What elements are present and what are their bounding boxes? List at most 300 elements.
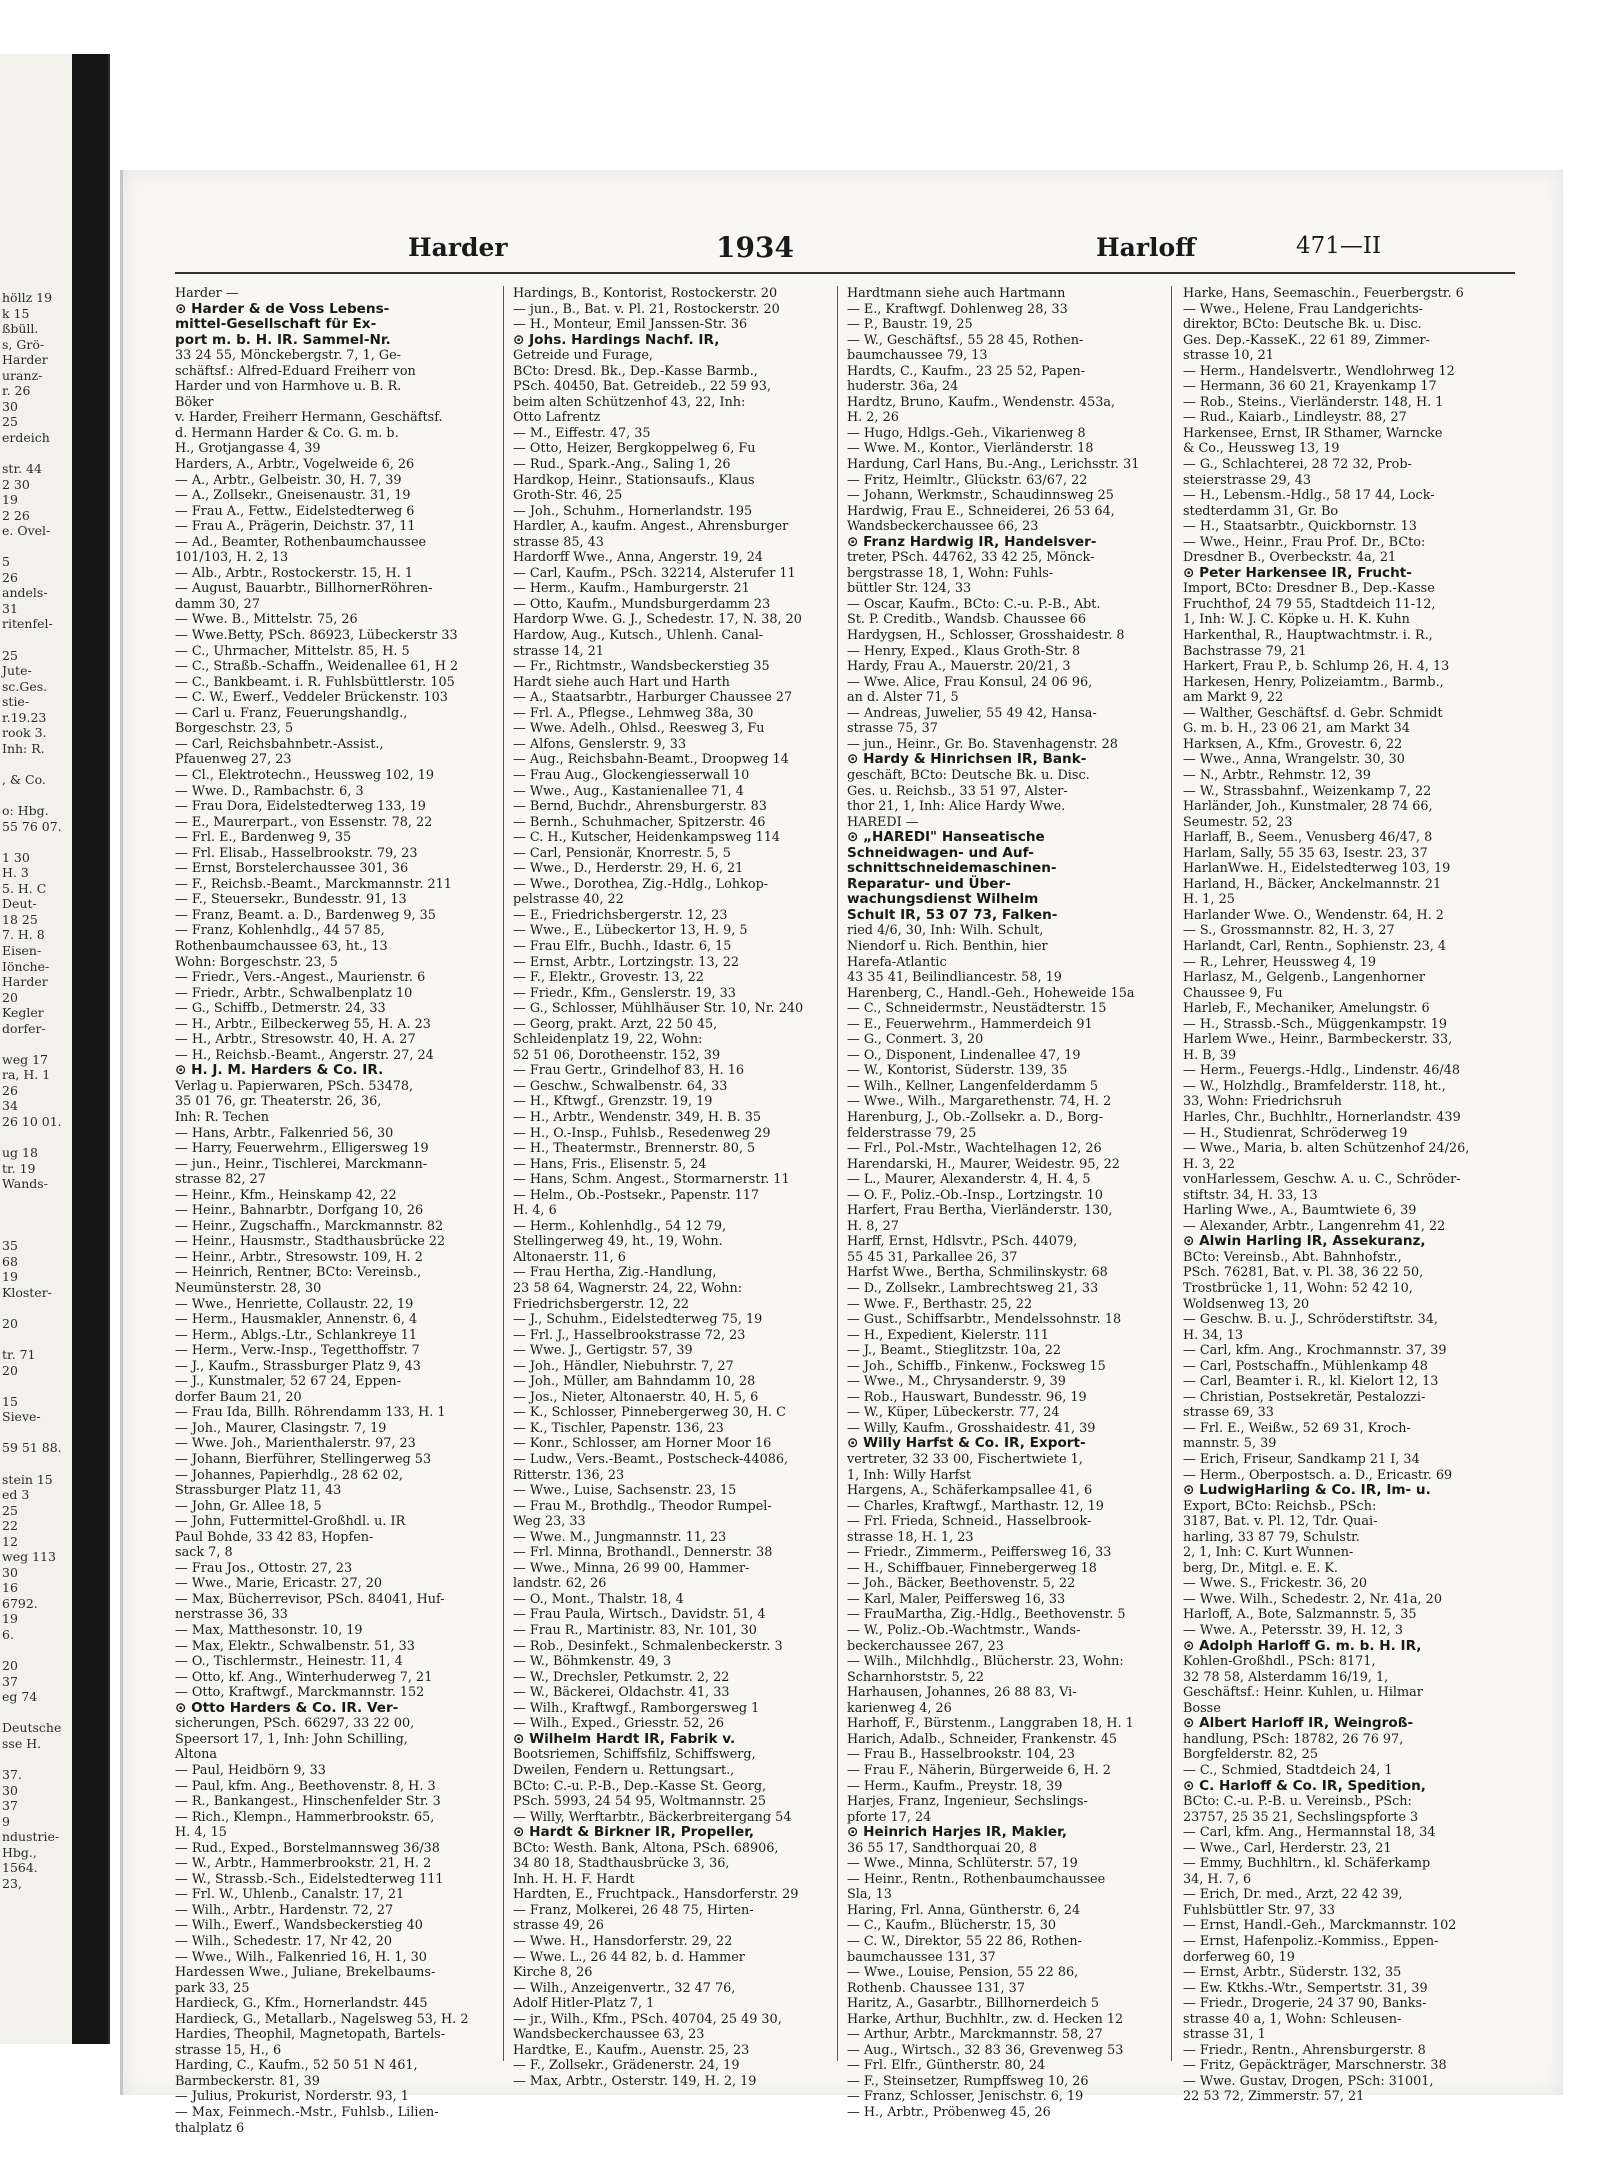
- column-1: [175, 286, 485, 2136]
- directory-entry: Hardorff Wwe., Anna, Angerstr. 19, 24: [513, 550, 764, 566]
- directory-entry: — Wwe. M., Jungmannstr. 11, 23: [513, 1529, 727, 1545]
- directory-entry: Hardung, Carl Hans, Bu.-Ang., Lerichsstr. 31: [847, 457, 1140, 473]
- directory-entry: Hardtmann siehe auch Hartmann: [847, 286, 1066, 301]
- directory-entry: H. 8, 27: [847, 1218, 899, 1234]
- directory-entry: — Herm., Verw.-Insp., Tegetthoffstr. 7: [175, 1343, 420, 1359]
- directory-entry: — Wwe., Minna, 26 99 00, Hammer-: [513, 1560, 750, 1576]
- directory-entry: 34 80 18, Stadthausbrücke 3, 36,: [513, 1856, 730, 1872]
- directory-entry: — F., Steuersekr., Bundesstr. 91, 13: [175, 892, 407, 908]
- directory-entry: strasse 31, 1: [1183, 2027, 1266, 2043]
- directory-entry: Groth-Str. 46, 25: [513, 488, 623, 504]
- directory-entry: — Heinr., Hausmstr., Stadthausbrücke 22: [175, 1234, 446, 1250]
- directory-entry: park 33, 25: [175, 1980, 250, 1996]
- directory-entry: — Frl. Minna, Brothandl., Dennerstr. 38: [513, 1545, 773, 1561]
- directory-entry: — O., Mont., Thalstr. 18, 4: [513, 1591, 684, 1607]
- directory-entry: — Wwe., D., Herderstr. 29, H. 6, 21: [513, 861, 744, 877]
- directory-entry: Inh. H. H. F. Hardt: [513, 1871, 635, 1887]
- directory-entry: — Friedr., Arbtr., Schwalbenplatz 10: [175, 985, 413, 1001]
- directory-entry: Hardts, C., Kaufm., 23 25 52, Papen-: [847, 363, 1086, 379]
- firm-entry: Schult IR, 53 07 73, Falken-: [847, 906, 1058, 923]
- directory-entry: — Friedr., Vers.-Angest., Maurienstr. 6: [175, 970, 426, 986]
- directory-entry: — O. F., Poliz.-Ob.-Insp., Lortzingstr. 10: [847, 1187, 1103, 1203]
- directory-entry: Hardieck, G., Kfm., Hornerlandstr. 445: [175, 1996, 428, 2012]
- previous-page-line: ritenfel-: [2, 616, 53, 632]
- directory-entry: — Wwe. S., Frickestr. 36, 20: [1183, 1576, 1368, 1592]
- directory-entry: Haritz, A., Gasarbtr., Billhornerdeich 5: [847, 1996, 1100, 2012]
- directory-entry: thalplatz 6: [175, 2120, 245, 2136]
- directory-entry: v. Harder, Freiherr Hermann, Geschäftsf.: [175, 410, 443, 426]
- previous-page-line: 6792.: [2, 1595, 38, 1611]
- directory-entry: Seumestr. 52, 23: [1183, 814, 1293, 830]
- previous-page-line: Kegler: [2, 1005, 44, 1021]
- previous-page-line: Kloster-: [2, 1285, 52, 1300]
- directory-entry: 23 58 64, Wagnerstr. 24, 22, Wohn:: [513, 1281, 743, 1296]
- directory-entry: — L., Maurer, Alexanderstr. 4, H. 4, 5: [847, 1172, 1091, 1188]
- previous-page-line: 37.: [2, 1766, 22, 1782]
- directory-entry: — G., Schlachterei, 28 72 32, Prob-: [1183, 457, 1412, 473]
- previous-page-line: Eisen-: [2, 942, 42, 958]
- previous-page-line: ug 18: [2, 1145, 38, 1161]
- directory-entry: — Wwe., Louise, Pension, 55 22 86,: [847, 1965, 1079, 1981]
- directory-entry: — F., Steinsetzer, Rumpffsweg 10, 26: [847, 2073, 1089, 2089]
- directory-entry: — S., Grossmannstr. 82, H. 3, 27: [1183, 923, 1395, 939]
- previous-page-line: 6.: [2, 1627, 14, 1643]
- directory-entry: — Frl. E., Weißw., 52 69 31, Kroch-: [1183, 1420, 1411, 1436]
- previous-page-line: 1564.: [2, 1860, 38, 1876]
- directory-entry: karienweg 4, 26: [847, 1700, 952, 1716]
- directory-entry: Harkesen, Henry, Polizeiamtm., Barmb.,: [1183, 674, 1444, 690]
- directory-entry: Harlander Wwe. O., Wendenstr. 64, H. 2: [1183, 907, 1444, 923]
- directory-entry: — Ernst, Arbtr., Süderstr. 132, 35: [1183, 1965, 1402, 1981]
- directory-entry: Neumünsterstr. 28, 30: [175, 1281, 322, 1296]
- directory-entry: — Rob., Desinfekt., Schmalenbeckerstr. 3: [513, 1638, 783, 1654]
- directory-entry: — G., Schiffb., Detmerstr. 24, 33: [175, 1001, 386, 1017]
- directory-entry: 3187, Bat. v. Pl. 12, Tdr. Quai-: [1183, 1514, 1378, 1530]
- directory-entry: — Wwe., Wilh., Falkenried 16, H. 1, 30: [175, 1949, 427, 1965]
- directory-entry: 101/103, H. 2, 13: [175, 550, 289, 566]
- directory-entry: — Carl u. Franz, Feuerungshandlg.,: [175, 705, 408, 721]
- previous-page-line: 22: [2, 1518, 18, 1534]
- directory-entry: — Charles, Kraftwgf., Marthastr. 12, 19: [847, 1498, 1104, 1514]
- directory-entry: — Oscar, Kaufm., BCto: C.-u. P.-B., Abt.: [847, 596, 1101, 612]
- directory-entry: — Wwe., Carl, Herderstr. 23, 21: [1183, 1840, 1392, 1856]
- directory-entry: BCto: Westh. Bank, Altona, PSch. 68906,: [513, 1840, 779, 1856]
- directory-entry: Ges. u. Reichsb., 33 51 97, Alster-: [847, 783, 1068, 799]
- directory-entry: — Ernst, Borstelerchaussee 301, 36: [175, 861, 409, 877]
- directory-entry: — W., Strassbahnf., Weizenkamp 7, 22: [1183, 783, 1432, 799]
- directory-entry: — Ernst, Handl.-Geh., Marckmannstr. 102: [1183, 1918, 1457, 1934]
- previous-page-line: eg 74: [2, 1689, 38, 1705]
- directory-entry: Sla, 13: [847, 1887, 892, 1903]
- firm-entry: ⊙ Albert Harloff IR, Weingroß-: [1183, 1715, 1414, 1732]
- previous-page-line: 34: [2, 1098, 18, 1114]
- firm-entry: ⊙ Franz Hardwig IR, Handelsver-: [847, 533, 1097, 550]
- directory-entry: — Wilh., Arbtr., Hardenstr. 72, 27: [175, 1902, 394, 1918]
- directory-entry: St. P. Creditb., Wandsb. Chaussee 66: [847, 612, 1087, 628]
- directory-entry: BCto: C.-u. P.-B. u. Vereinsb., PSch:: [1183, 1794, 1412, 1810]
- directory-entry: Pfauenweg 27, 23: [175, 752, 292, 768]
- directory-entry: — Wwe. A., Petersstr. 39, H. 12, 3: [1183, 1623, 1403, 1639]
- previous-page-line: 25: [2, 1502, 18, 1518]
- directory-entry: — Paul, kfm. Ang., Beethovenstr. 8, H. 3: [175, 1778, 436, 1794]
- directory-entry: — Frl. Elisab., Hasselbrookstr. 79, 23: [175, 845, 418, 861]
- previous-page-line: weg 113: [2, 1549, 56, 1565]
- directory-entry: — Carl, Beamter i. R., kl. Kielort 12, 13: [1183, 1374, 1439, 1390]
- firm-entry: ⊙ Heinrich Harjes IR, Makler,: [847, 1824, 1068, 1841]
- previous-page-line: weg 17: [2, 1051, 48, 1067]
- directory-entry: — Wilh., Anzeigenvertr., 32 47 76,: [513, 1980, 736, 1996]
- directory-entry: — Willy, Kaufm., Grosshaidestr. 41, 39: [847, 1420, 1096, 1436]
- directory-entry: — Friedr., Zimmerm., Peiffersweg 16, 33: [847, 1545, 1112, 1561]
- directory-entry: — R., Lehrer, Heussweg 4, 19: [1183, 954, 1377, 970]
- directory-entry: Hardessen Wwe., Juliane, Brekelbaums-: [175, 1965, 436, 1981]
- directory-entry: — K., Schlosser, Pinnebergerweg 30, H. C: [513, 1405, 786, 1421]
- directory-entry: — Max, Feinmech.-Mstr., Fuhlsb., Lilien-: [175, 2104, 439, 2120]
- directory-entry: Otto Lafrentz: [513, 410, 601, 426]
- directory-entry: — Friedr., Rentn., Ahrensburgerstr. 8: [1183, 2042, 1426, 2058]
- directory-entry: berg, Dr., Mitgl. e. E. K.: [1183, 1560, 1338, 1576]
- directory-entry: — Willy, Werftarbtr., Bäckerbreitergang 54: [513, 1809, 792, 1825]
- directory-entry: — Herm., Handelsvertr., Wendlohrweg 12: [1183, 363, 1455, 379]
- directory-entry: — Frl. Frieda, Schneid., Hasselbrook-: [847, 1514, 1092, 1530]
- directory-entry: — Johannes, Papierhdlg., 28 62 02,: [175, 1467, 403, 1483]
- directory-entry: — Gust., Schiffsarbtr., Mendelssohnstr. 18: [847, 1312, 1122, 1328]
- directory-entry: — D., Zollsekr., Lambrechtsweg 21, 33: [847, 1281, 1099, 1296]
- directory-entry: — Wilh., Kellner, Langenfelderdamm 5: [847, 1078, 1099, 1094]
- previous-page-line: stein 15: [2, 1471, 53, 1487]
- previous-page-line: 25: [2, 647, 18, 663]
- directory-entry: handlung, PSch: 18782, 26 76 97,: [1183, 1731, 1404, 1747]
- directory-entry: — Heinr., Arbtr., Stresowstr. 109, H. 2: [175, 1249, 423, 1265]
- directory-entry: thor 21, 1, Inh: Alice Hardy Wwe.: [847, 799, 1066, 815]
- directory-entry: — Herm., Kaufm., Hamburgerstr. 21: [513, 581, 750, 597]
- directory-entry: — Wwe., M., Chrysanderstr. 9, 39: [847, 1374, 1066, 1390]
- directory-entry: Hardieck, G., Metallarb., Nagelsweg 53, H. 2: [175, 2011, 469, 2027]
- directory-entry: — Hans, Schm. Angest., Stormarnerstr. 11: [513, 1172, 790, 1188]
- directory-entry: — R., Bankangest., Hinschenfelder Str. 3: [175, 1794, 441, 1810]
- directory-entry: — jun., Heinr., Gr. Bo. Stavenhagenstr. 28: [847, 736, 1118, 752]
- directory-entry: — Wwe. L., 26 44 82, b. d. Hammer: [513, 1949, 745, 1965]
- directory-entry: — H., Expedient, Kielerstr. 111: [847, 1327, 1049, 1343]
- directory-entry: baumchaussee 79, 13: [847, 348, 988, 364]
- directory-entry: Bachstrasse 79, 21: [1183, 643, 1307, 659]
- directory-entry: — Frau F., Näherin, Bürgerweide 6, H. 2: [847, 1762, 1111, 1778]
- directory-entry: — Wilh., Kraftwgf., Ramborgersweg 1: [513, 1700, 760, 1716]
- directory-entry: — Wwe., Wilh., Margarethenstr. 74, H. 2: [847, 1094, 1112, 1110]
- directory-entry: — John, Futtermittel-Großhdl. u. IR: [175, 1514, 406, 1530]
- directory-entry: ried 4/6, 30, Inh: Wilh. Schult,: [847, 923, 1044, 939]
- directory-entry: H., Grotjangasse 4, 39: [175, 441, 321, 457]
- directory-entry: — H., Kftwgf., Grenzstr. 19, 19: [513, 1094, 713, 1110]
- column-divider: [1171, 286, 1172, 2061]
- directory-entry: — Otto, kf. Ang., Winterhuderweg 7, 21: [175, 1669, 433, 1685]
- previous-page-line: 1 30: [2, 849, 30, 865]
- directory-entry: — Helm., Ob.-Postsekr., Papenstr. 117: [513, 1187, 760, 1203]
- directory-entry: — Frl. Elfr., Güntherstr. 80, 24: [847, 2058, 1046, 2074]
- directory-entry: H. B, 39: [1183, 1047, 1237, 1063]
- directory-entry: 1, Inh: Willy Harfst: [847, 1467, 972, 1483]
- previous-page-line: 26: [2, 1082, 18, 1098]
- firm-entry: ⊙ Johs. Hardings Nachf. IR,: [513, 331, 720, 348]
- directory-entry: Harloff, A., Bote, Salzmannstr. 5, 35: [1183, 1607, 1417, 1623]
- directory-entry: — C., Bankbeamt. i. R. Fuhlsbüttlerstr. 105: [175, 674, 455, 690]
- directory-entry: 22 53 72, Zimmerstr. 57, 21: [1183, 2089, 1365, 2105]
- directory-entry: — C., Kaufm., Blücherstr. 15, 30: [847, 1918, 1057, 1934]
- previous-page-line: ed 3: [2, 1487, 30, 1503]
- directory-entry: schäftsf.: Alfred-Eduard Freiherr von: [175, 363, 416, 379]
- directory-entry: — W., Poliz.-Ob.-Wachtmstr., Wands-: [847, 1623, 1081, 1639]
- directory-entry: — Max, Matthesonstr. 10, 19: [175, 1623, 363, 1639]
- directory-entry: — Frau A., Prägerin, Deichstr. 37, 11: [175, 519, 416, 535]
- firm-entry: ⊙ Adolph Harloff G. m. b. H. IR,: [1183, 1637, 1422, 1654]
- directory-entry: — H., Arbtr., Pröbenweg 45, 26: [847, 2104, 1051, 2120]
- directory-entry: — Ew. Ktkhs.-Wtr., Sempertstr. 31, 39: [1183, 1980, 1428, 1996]
- header-rule: [175, 272, 1515, 274]
- directory-entry: 36 55 17, Sandthorquai 20, 8: [847, 1840, 1037, 1856]
- directory-entry: — Franz, Beamt. a. D., Bardenweg 9, 35: [175, 907, 436, 923]
- directory-entry: — H., Reichsb.-Beamt., Angerstr. 27, 24: [175, 1047, 434, 1063]
- directory-entry: Scharnhorststr. 5, 22: [847, 1669, 985, 1685]
- directory-entry: — A., Staatsarbtr., Harburger Chaussee 27: [513, 690, 793, 706]
- previous-page-line: 5. H. C: [2, 880, 47, 896]
- previous-page-line: 30: [2, 1564, 18, 1580]
- directory-entry: — Frau Gertr., Grindelhof 83, H. 16: [513, 1063, 745, 1079]
- directory-entry: BCto: C.-u. P.-B., Dep.-Kasse St. Georg,: [513, 1778, 767, 1794]
- firm-entry: wachungsdienst Wilhelm: [847, 891, 1039, 908]
- directory-entry: — P., Baustr. 19, 25: [847, 317, 973, 333]
- directory-entry: Harenburg, J., Ob.-Zollsekr. a. D., Borg-: [847, 1109, 1104, 1125]
- directory-entry: Bosse: [1183, 1700, 1221, 1716]
- previous-page-line: k 15: [2, 305, 30, 321]
- directory-entry: sack 7, 8: [175, 1545, 233, 1561]
- directory-entry: 33, Wohn: Friedrichsruh: [1183, 1094, 1342, 1110]
- previous-page-line: 18 25: [2, 911, 38, 927]
- directory-entry: — W., Arbtr., Hammerbrookstr. 21, H. 2: [175, 1856, 432, 1872]
- directory-entry: mannstr. 5, 39: [1183, 1436, 1277, 1452]
- directory-entry: Niendorf u. Rich. Benthin, hier: [847, 938, 1048, 954]
- page-header: [408, 233, 1488, 267]
- directory-entry: — August, Bauarbtr., BillhornerRöhren-: [175, 581, 433, 597]
- directory-entry: Getreide und Furage,: [513, 348, 653, 364]
- directory-entry: H. 4, 6: [513, 1203, 557, 1219]
- directory-entry: H. 3, 22: [1183, 1156, 1235, 1172]
- directory-entry: — Frl. E., Bardenweg 9, 35: [175, 830, 352, 846]
- previous-page-line: 19: [2, 1269, 18, 1285]
- directory-entry: — Wwe. F., Berthastr. 25, 22: [847, 1296, 1033, 1312]
- directory-entry: — Frl. W., Uhlenb., Canalstr. 17, 21: [175, 1887, 405, 1903]
- directory-entry: — Wwe., Marie, Ericastr. 27, 20: [175, 1576, 383, 1592]
- directory-entry: — Ludw., Vers.-Beamt., Postscheck-44086,: [513, 1452, 789, 1468]
- directory-entry: Ges. Dep.-KasseK., 22 61 89, Zimmer-: [1183, 332, 1430, 348]
- directory-entry: — Wwe. H., Hansdorferstr. 29, 22: [513, 1933, 733, 1949]
- directory-entry: — H., Staatsarbtr., Quickbornstr. 13: [1183, 519, 1417, 535]
- directory-entry: Harke, Hans, Seemaschin., Feuerbergstr. 6: [1183, 286, 1464, 301]
- directory-entry: Hardorp Wwe. G. J., Schedestr. 17, N. 38, 20: [513, 612, 802, 628]
- firm-entry: ⊙ Harder & de Voss Lebens-: [175, 300, 390, 317]
- directory-entry: — W., Holzhdlg., Bramfelderstr. 118, ht.,: [1183, 1078, 1446, 1094]
- directory-entry: Harfst Wwe., Bertha, Schmilinskystr. 68: [847, 1265, 1108, 1281]
- previous-page-line: tr. 19: [2, 1160, 36, 1176]
- previous-page-line: Deut-: [2, 896, 37, 912]
- directory-entry: — O., Tischlermstr., Heinestr. 11, 4: [175, 1654, 403, 1670]
- directory-entry: Friedrichsbergerstr. 12, 22: [513, 1296, 690, 1312]
- directory-entry: strasse 69, 33: [1183, 1405, 1274, 1421]
- directory-entry: Harländer, Joh., Kunstmaler, 28 74 66,: [1183, 799, 1433, 815]
- directory-entry: — Christian, Postsekretär, Pestalozzi-: [1183, 1389, 1426, 1405]
- previous-page-line: e. Ovel-: [2, 523, 51, 539]
- directory-entry: — Wwe., E., Lübeckertor 13, H. 9, 5: [513, 923, 748, 939]
- directory-entry: — Bernh., Schuhmacher, Spitzerstr. 46: [513, 814, 766, 830]
- firm-entry: port m. b. H. IR. Sammel-Nr.: [175, 331, 391, 348]
- previous-page-line: rook 3.: [2, 725, 47, 741]
- directory-entry: — Rich., Klempn., Hammerbrookstr. 65,: [175, 1809, 435, 1825]
- directory-entry: harling, 33 87 79, Schulstr.: [1183, 1529, 1360, 1545]
- directory-entry: direktor, BCto: Deutsche Bk. u. Disc.: [1183, 317, 1422, 333]
- directory-entry: — C. W., Direktor, 55 22 86, Rothen-: [847, 1933, 1082, 1949]
- directory-entry: — jun., B., Bat. v. Pl. 21, Rostockerstr. 20: [513, 301, 780, 317]
- directory-entry: Harfert, Frau Bertha, Vierländerstr. 130,: [847, 1203, 1113, 1219]
- directory-entry: — Fritz, Gepäckträger, Marschnerstr. 38: [1183, 2058, 1447, 2074]
- previous-page-line: r. 26: [2, 383, 31, 399]
- directory-entry: — E., Feuerwehrm., Hammerdeich 91: [847, 1016, 1093, 1032]
- directory-entry: Hardings, B., Kontorist, Rostockerstr. 20: [513, 286, 778, 301]
- previous-page-line: 30: [2, 1782, 18, 1798]
- directory-entry: — Carl, Reichsbahnbetr.-Assist.,: [175, 736, 384, 752]
- firm-entry: ⊙ Alwin Harling IR, Assekuranz,: [1183, 1233, 1426, 1250]
- directory-entry: — Wwe., Helene, Frau Landgerichts-: [1183, 301, 1424, 317]
- directory-entry: damm 30, 27: [175, 596, 260, 612]
- directory-entry: — Frl. A., Pflegse., Lehmweg 38a, 30: [513, 705, 754, 721]
- directory-entry: Hardies, Theophil, Magnetopath, Bartels-: [175, 2027, 446, 2043]
- directory-entry: Böker: [175, 394, 214, 410]
- directory-entry: — Frau Jos., Ottostr. 27, 23: [175, 1560, 353, 1576]
- directory-entry: — C. W., Ewerf., Veddeler Brückenstr. 103: [175, 690, 448, 706]
- directory-entry: Dresdner B., Overbeckstr. 4a, 21: [1183, 550, 1397, 566]
- directory-entry: Stellingerweg 49, ht., 19, Wohn.: [513, 1234, 723, 1250]
- directory-entry: vonHarlessem, Geschw. A. u. C., Schröder-: [1183, 1172, 1461, 1188]
- directory-entry: Harland, H., Bäcker, Anckelmannstr. 21: [1183, 876, 1442, 892]
- directory-entry: — Wilh., Schedestr. 17, Nr 42, 20: [175, 1933, 392, 1949]
- directory-entry: — Hans, Fris., Elisenstr. 5, 24: [513, 1156, 707, 1172]
- previous-page-line: 26: [2, 569, 18, 585]
- book-binding: [72, 54, 108, 2044]
- previous-page-line: 55 76 07.: [2, 818, 62, 834]
- directory-entry: — Joh., Maurer, Clasingstr. 7, 19: [175, 1420, 387, 1436]
- directory-entry: — Wilh., Ewerf., Wandsbeckerstieg 40: [175, 1918, 423, 1934]
- directory-entry: & Co., Heussweg 13, 19: [1183, 441, 1340, 457]
- directory-entry: BCto: Vereinsb., Abt. Bahnhofstr.,: [1183, 1249, 1402, 1265]
- directory-entry: Kirche 8, 26: [513, 1965, 593, 1981]
- directory-entry: — Johann, Bierführer, Stellingerweg 53: [175, 1452, 432, 1468]
- directory-entry: Schleidenplatz 19, 22, Wohn:: [513, 1032, 703, 1048]
- directory-entry: — G., Conmert. 3, 20: [847, 1032, 984, 1048]
- previous-page-line: Iönche-: [2, 958, 50, 974]
- directory-entry: — H., Monteur, Emil Janssen-Str. 36: [513, 317, 748, 333]
- directory-entry: Altonaerstr. 11, 6: [513, 1249, 626, 1265]
- directory-entry: — Wwe., Heinr., Frau Prof. Dr., BCto:: [1183, 534, 1426, 550]
- directory-entry: Wandsbeckerchaussee 66, 23: [847, 519, 1039, 535]
- directory-entry: Barmbeckerstr. 81, 39: [175, 2073, 320, 2089]
- directory-entry: — jr., Wilh., Kfm., PSch. 40704, 25 49 30,: [513, 2011, 782, 2027]
- previous-page-line: uranz-: [2, 367, 43, 383]
- firm-entry: schnittschneidemaschinen-: [847, 860, 1057, 877]
- previous-page-line: 37: [2, 1673, 18, 1689]
- directory-entry: — Carl, Pensionär, Knorrestr. 5, 5: [513, 845, 731, 861]
- directory-entry: Paul Bohde, 33 42 83, Hopfen-: [175, 1529, 374, 1545]
- previous-page-line: ra, H. 1: [2, 1067, 51, 1083]
- directory-entry: — Fr., Richtmstr., Wandsbeckerstieg 35: [513, 659, 770, 675]
- directory-entry: huderstr. 36a, 24: [847, 379, 959, 395]
- previous-page-line: 12: [2, 1533, 18, 1549]
- directory-entry: — Herm., Oberpostsch. a. D., Ericastr. 69: [1183, 1467, 1453, 1483]
- directory-entry: Trostbrücke 1, 11, Wohn: 52 42 10,: [1183, 1281, 1413, 1296]
- directory-entry: — Wwe.Betty, PSch. 86923, Lübeckerstr 33: [175, 628, 458, 644]
- directory-entry: — Heinr., Bahnarbtr., Dorfgang 10, 26: [175, 1203, 424, 1219]
- previous-page-line: 35: [2, 1238, 18, 1254]
- directory-entry: — O., Disponent, Lindenallee 47, 19: [847, 1047, 1081, 1063]
- directory-entry: — W., Bäckerei, Oldachstr. 41, 33: [513, 1685, 730, 1701]
- directory-entry: — Wwe., Anna, Wrangelstr. 30, 30: [1183, 752, 1405, 768]
- directory-entry: strasse 49, 26: [513, 1918, 604, 1934]
- directory-entry: Harff, Ernst, Hdlsvtr., PSch. 44079,: [847, 1234, 1078, 1250]
- directory-entry: — Carl, Kaufm., PSch. 32214, Alsterufer 11: [513, 565, 796, 581]
- directory-entry: strasse 14, 21: [513, 643, 604, 659]
- directory-entry: Wandsbeckerchaussee 63, 23: [513, 2027, 705, 2043]
- directory-entry: — Joh., Schiffb., Finkenw., Focksweg 15: [847, 1358, 1106, 1374]
- directory-entry: Harling Wwe., A., Baumtwiete 6, 39: [1183, 1203, 1417, 1219]
- directory-entry: 23757, 25 35 21, Sechslingspforte 3: [1183, 1809, 1419, 1825]
- directory-entry: Hardler, A., kaufm. Angest., Ahrensburger: [513, 519, 789, 535]
- directory-entry: — Friedr., Kfm., Genslerstr. 19, 33: [513, 985, 736, 1001]
- directory-entry: — Heinr., Zugschaffn., Marckmannstr. 82: [175, 1218, 444, 1234]
- previous-page-line: 20: [2, 1316, 18, 1332]
- header-year: 1934: [716, 231, 794, 264]
- previous-page-line: 37: [2, 1798, 18, 1814]
- directory-entry: — Julius, Prokurist, Norderstr. 93, 1: [175, 2089, 409, 2105]
- directory-entry: Harke, Arthur, Buchhltr., zw. d. Hecken 12: [847, 2011, 1124, 2027]
- directory-entry: — H., Arbtr., Eilbeckerweg 55, H. A. 23: [175, 1016, 431, 1032]
- directory-entry: Hardten, E., Fruchtpack., Hansdorferstr. 29: [513, 1887, 799, 1903]
- directory-entry: — Wwe., Luise, Sachsenstr. 23, 15: [513, 1483, 737, 1499]
- directory-entry: — Frau B., Hasselbrookstr. 104, 23: [847, 1747, 1075, 1763]
- directory-entry: — M., Eiffestr. 47, 35: [513, 425, 651, 441]
- directory-entry: — Joh., Müller, am Bahndamm 10, 28: [513, 1374, 756, 1390]
- directory-entry: — Herm., Kaufm., Preystr. 18, 39: [847, 1778, 1063, 1794]
- directory-entry: — Heinr., Rentn., Rothenbaumchaussee: [847, 1871, 1106, 1887]
- directory-entry: — Herm., Ablgs.-Ltr., Schlankreye 11: [175, 1327, 418, 1343]
- directory-entry: — C., Uhrmacher, Mittelstr. 85, H. 5: [175, 643, 410, 659]
- previous-page-line: stie-: [2, 694, 30, 710]
- directory-entry: Hargens, A., Schäferkampsallee 41, 6: [847, 1483, 1093, 1499]
- directory-entry: — Herm., Hausmakler, Annenstr. 6, 4: [175, 1312, 418, 1328]
- directory-entry: — H., Schiffbauer, Finnebergerweg 18: [847, 1560, 1097, 1576]
- directory-entry: — John, Gr. Allee 18, 5: [175, 1498, 322, 1514]
- directory-entry: BCto: Dresd. Bk., Dep.-Kasse Barmb.,: [513, 363, 758, 379]
- directory-entry: Harlem Wwe., Heinr., Barmbeckerstr. 33,: [1183, 1032, 1453, 1048]
- directory-entry: — Frau R., Martinistr. 83, Nr. 101, 30: [513, 1623, 757, 1639]
- directory-entry: — Franz, Schlosser, Jenischstr. 6, 19: [847, 2089, 1084, 2105]
- page-number: 471—II: [1296, 233, 1382, 259]
- directory-entry: Harlandt, Carl, Rentn., Sophienstr. 23, 4: [1183, 938, 1447, 954]
- previous-page-line: Jute-: [2, 663, 32, 679]
- directory-entry: 43 35 41, Beilindliancestr. 58, 19: [847, 970, 1062, 986]
- directory-entry: dorferweg 60, 19: [1183, 1949, 1295, 1965]
- directory-entry: 32 78 58, Alsterdamm 16/19, 1,: [1183, 1669, 1389, 1685]
- previous-page-line: s, Grö-: [2, 336, 45, 352]
- directory-entry: Hardy, Frau A., Mauerstr. 20/21, 3: [847, 659, 1071, 675]
- directory-entry: — Joh., Händler, Niebuhrstr. 7, 27: [513, 1358, 734, 1374]
- previous-page-line: sse H.: [2, 1735, 42, 1751]
